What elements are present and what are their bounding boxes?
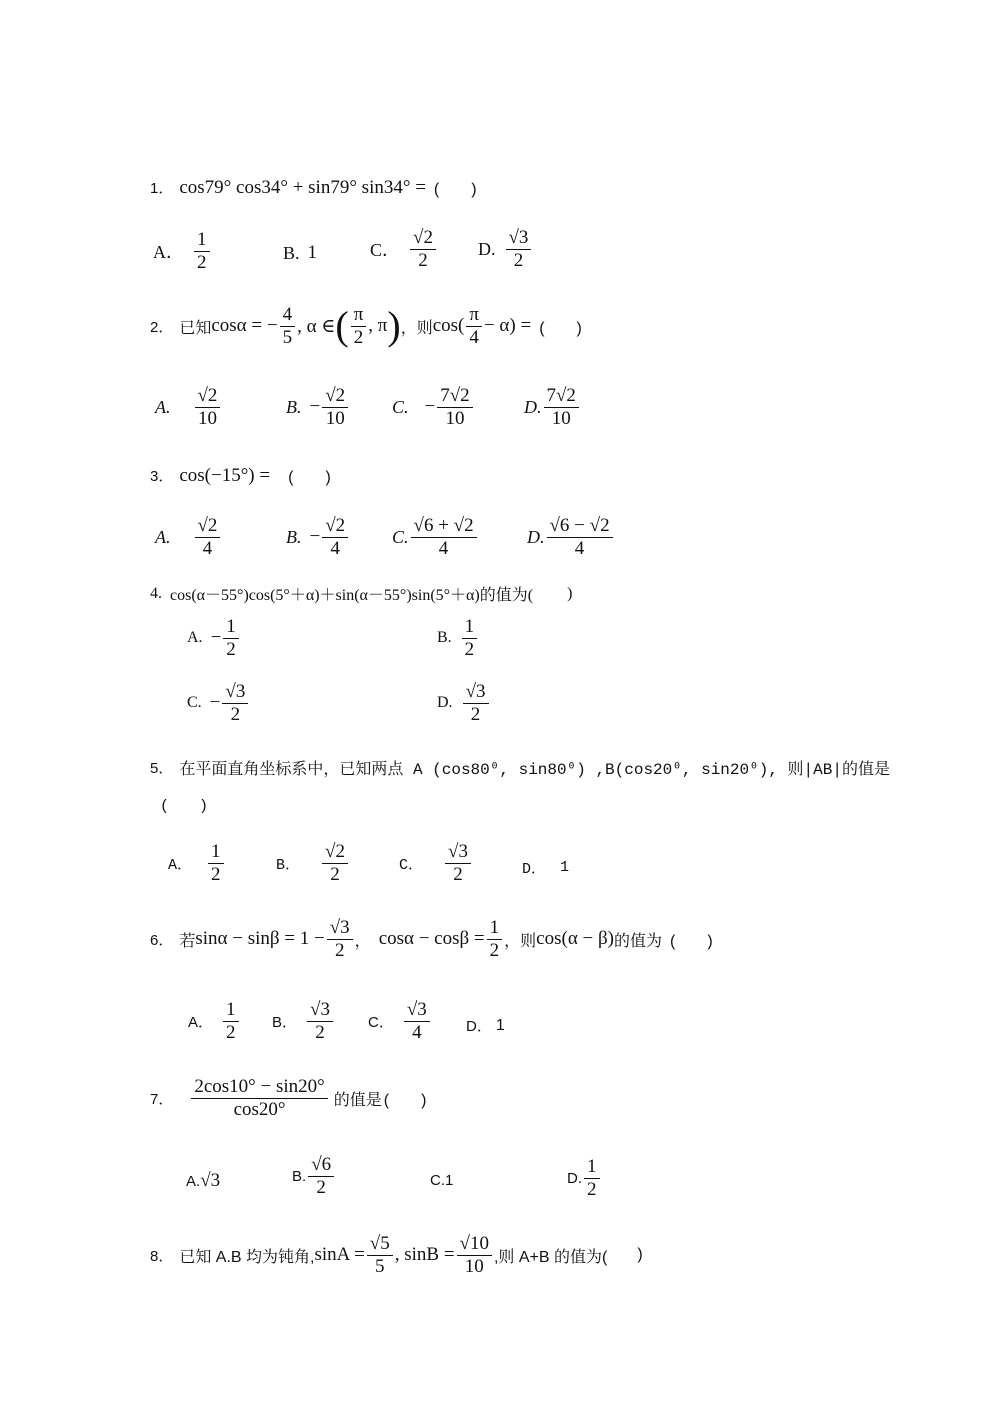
minus-sign: − [309,396,321,418]
question-7-option-b [292,1155,336,1198]
question-1-stem [150,176,477,199]
fraction: $\frac{2\cos 10^\circ - \sin 20^\circ}{\cos 20^\circ}$ [191,1077,327,1120]
fraction: $\frac{1}{2}$ [223,1000,239,1043]
fraction: $\frac{√3}{2}$ [463,682,489,725]
question-number: 1． [150,180,174,197]
fraction: $\frac{1}{2}$ [208,842,224,885]
question-2-option-b [286,386,350,429]
question-7-stem [150,1077,426,1120]
answer-blank: ( ) [160,798,209,815]
option-value: 1 [445,1172,454,1189]
question-number: 6． [150,931,174,949]
answer-blank: ( ) [539,319,582,337]
question-expression: cos( [432,315,465,337]
option-value: 1 [307,242,318,263]
question-expression: cosα − cosβ = [378,928,485,950]
fraction: $\frac{√3}{2}$ [445,842,471,885]
question-2-option-a [155,386,222,429]
fraction: $\frac{√2}{4}$ [195,516,221,559]
option-label: A. [187,629,203,647]
fraction: $\frac{7√2}{10}$ [544,386,579,429]
question-text: 已知 A.B 均为钝角, [179,1248,315,1266]
option-label: D. [478,238,496,259]
question-expression: , π [368,315,388,337]
right-paren: ) [387,303,401,349]
question-1-option-b [283,242,317,264]
minus-sign: − [309,526,321,548]
question-expression: cos(α − β) [536,928,614,950]
answer-blank: ( ) [288,469,331,486]
fraction: $\frac{1}{2}$ [462,617,478,660]
question-text: 若 [179,932,196,950]
question-3-option-b [286,516,350,559]
option-label: A． [188,1013,214,1031]
fraction: $\frac{√2}{2}$ [322,842,348,885]
option-label: B． [276,856,301,874]
question-expression: cos(α－55°)cos(5°＋α)＋sin(α－55°)sin(5°＋α)的值为( [170,587,534,604]
option-label: C． [368,1013,394,1031]
option-label: C． [399,856,424,874]
question-number: 3． [150,468,174,485]
fraction: $\frac{1}{2}$ [223,617,239,660]
question-6-option-b [272,1000,335,1043]
fraction: $\frac{√2}{10}$ [322,386,348,429]
question-7-option-a [186,1170,220,1192]
minus-sign: − [424,396,436,418]
question-text: ,则 A+B 的值为( [493,1248,608,1266]
fraction: $\frac{√3}{4}$ [404,1000,430,1043]
question-6-option-d [466,1015,505,1036]
question-number: 2． [150,318,174,336]
question-4-stem [150,582,572,605]
question-text: ，则 [504,932,537,950]
option-value: √3 [200,1170,221,1191]
question-6-option-c [368,1000,432,1043]
option-label: B. [286,396,302,417]
question-6-stem [150,918,713,961]
fraction: $\frac{√5}{5}$ [367,1234,393,1277]
question-2-stem [150,305,582,348]
answer-blank: ( ) [670,932,713,950]
question-3-option-a [155,516,222,559]
question-number: 5． [150,760,174,777]
minus-sign: − [210,627,222,649]
option-label: D． [522,861,547,878]
answer-blank-close: ) [567,584,573,602]
question-1-option-c [370,228,438,271]
option-label: A． [168,856,193,874]
question-3-option-c [392,516,479,559]
fraction: $\frac{√6 - √2}{4}$ [547,516,613,559]
left-paren: ( [335,303,349,349]
question-text: 的值为 [614,932,663,950]
question-expression: sinA = [314,1244,365,1266]
fraction: $\frac{√6}{2}$ [308,1155,334,1198]
question-3-option-d [527,516,615,559]
fraction: $\frac{√6 + √2}{4}$ [411,516,477,559]
option-label: D. [567,1169,582,1187]
fraction: $\frac{7√2}{10}$ [437,386,472,429]
option-value: 1 [495,1016,505,1034]
option-label: A. [155,396,171,417]
question-5-answer-blank [160,794,208,815]
minus-sign: − [209,692,221,714]
question-7-option-c [430,1172,453,1189]
question-expression: cos79° cos34° + sin79° sin34° = [179,176,426,198]
fraction: $\frac{√10}{10}$ [457,1234,492,1277]
question-5-option-a [168,842,226,885]
option-label: D. [527,526,545,547]
question-number: 4. [150,584,162,602]
fraction: $\frac{1}{2}$ [584,1157,600,1200]
question-text: 的值是 [333,1091,382,1109]
question-expression: cos(−15°) = [179,464,271,486]
question-1-option-d [478,228,533,271]
fraction: $\frac{1}{2}$ [487,918,503,961]
question-text: 在平面直角坐标系中，已知两点 A (cos80⁰, sin80⁰) ,B(cos20⁰, sin20⁰), 则|AB|的值是 [179,761,890,779]
fraction: $\frac{\pi}{4}$ [466,305,482,348]
question-4-option-b [437,617,479,660]
fraction: $\frac{\pi}{2}$ [351,305,367,348]
option-label: A. [186,1172,201,1190]
question-text: ， [354,932,371,950]
question-1-option-a [153,230,212,273]
fraction: $\frac{1}{2}$ [194,230,210,273]
question-2-option-c [392,386,475,429]
question-5-option-b [276,842,350,885]
question-4-option-c [187,682,250,725]
option-label: D. [437,694,453,712]
question-7-option-d [567,1157,602,1200]
option-label: B. [292,1167,307,1185]
question-5-option-c [399,842,473,885]
question-expression: cosα = − [211,315,278,337]
question-text: 已知 [179,319,212,337]
option-label: D. [524,396,542,417]
fraction: $\frac{4}{5}$ [280,305,296,348]
option-label: B． [272,1013,298,1031]
question-expression: , sinB = [394,1244,455,1266]
question-4-option-d [437,682,491,725]
answer-blank-close: ) [637,1246,643,1264]
answer-blank: ( ) [383,1091,427,1109]
fraction: $\frac{√3}{2}$ [222,682,248,725]
option-label: C． [370,240,401,261]
option-label: B. [283,242,300,263]
question-expression: − α) = [483,315,532,337]
fraction: $\frac{√3}{2}$ [327,918,353,961]
fraction: $\frac{√2}{4}$ [322,516,348,559]
question-3-stem [150,464,331,487]
option-label: A. [155,526,171,547]
question-4-option-a [187,617,241,660]
question-expression: , α ∈ [297,315,336,337]
question-2-option-d [524,386,581,429]
question-8-stem [150,1234,643,1277]
fraction: $\frac{√3}{2}$ [506,228,532,271]
option-label: B. [437,629,452,647]
option-label: D． [466,1018,492,1035]
question-number: 7． [150,1090,174,1108]
option-label: C. [187,694,202,712]
question-expression: sinα − sinβ = 1 − [195,928,325,950]
option-label: C. [392,396,409,417]
fraction: $\frac{√3}{2}$ [307,1000,333,1043]
fraction: $\frac{√2}{10}$ [195,386,221,429]
answer-blank: ( ) [433,181,477,198]
question-6-option-a [188,1000,241,1043]
option-label: B. [286,526,302,547]
fraction: $\frac{√2}{2}$ [410,228,436,271]
option-label: A． [153,242,184,263]
option-label: C. [392,526,409,547]
option-value: 1 [560,859,570,876]
question-number: 8． [150,1247,174,1265]
option-label: C. [430,1172,445,1189]
question-5-stem [150,756,890,779]
question-5-option-d [522,857,569,878]
question-text: ，则 [400,319,433,337]
